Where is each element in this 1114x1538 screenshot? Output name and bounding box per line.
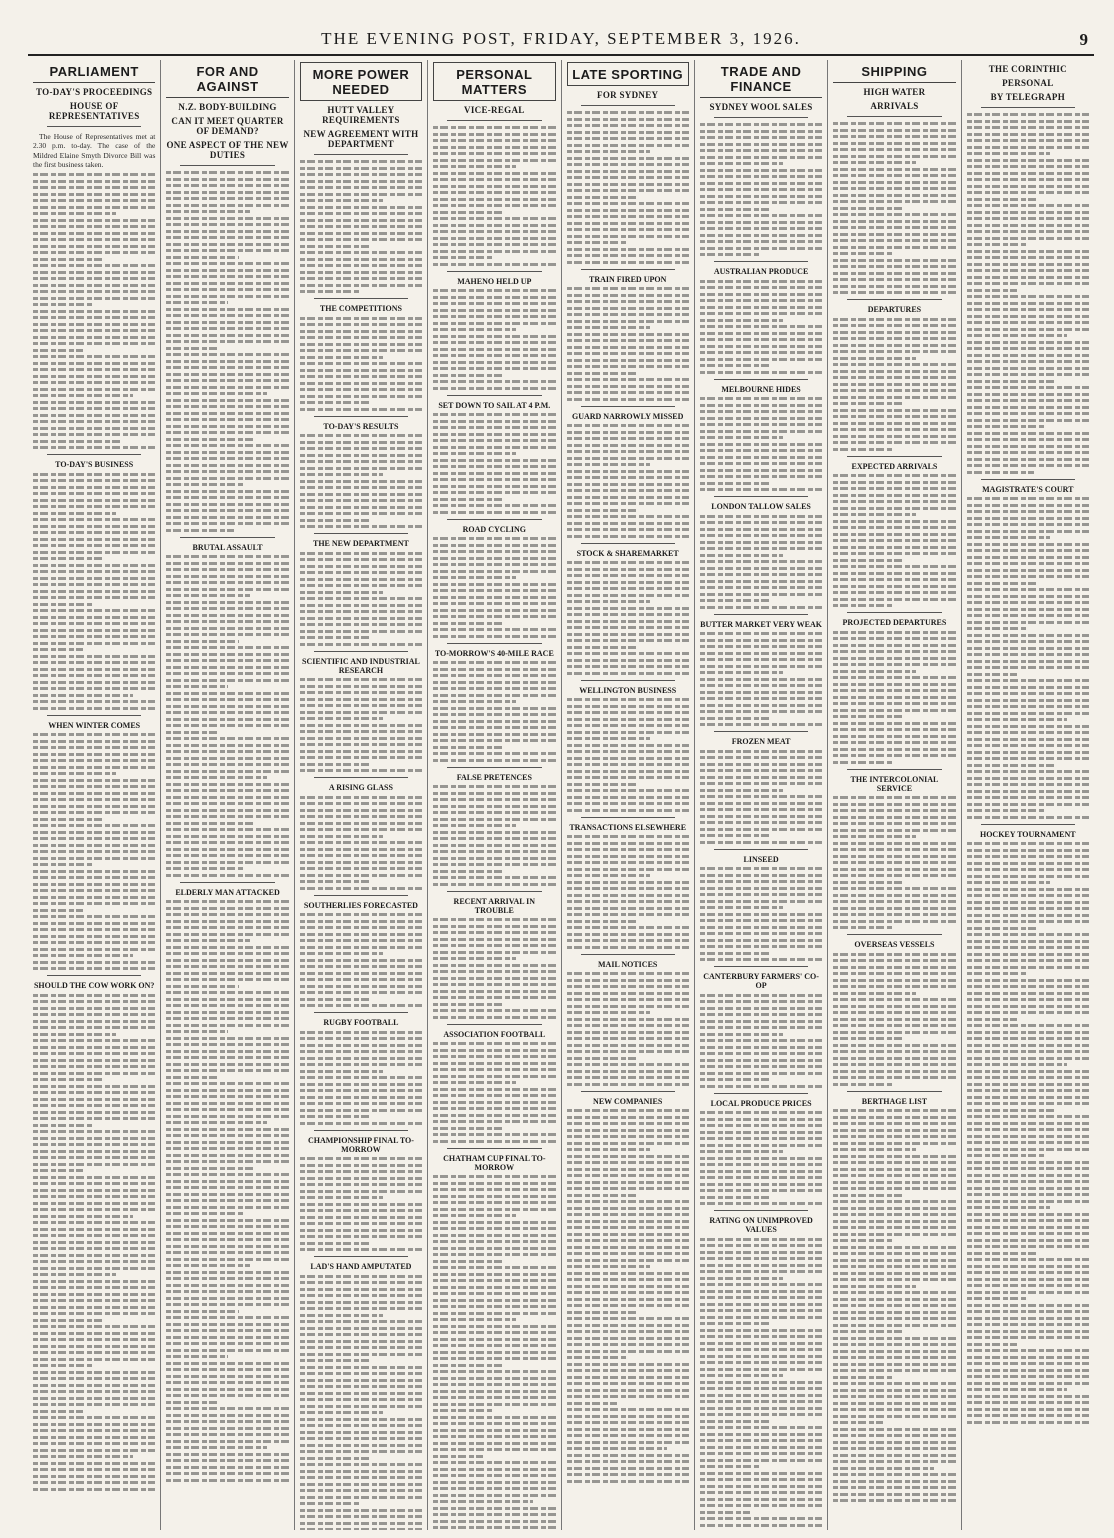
- column-headline: PARLIAMENT: [33, 60, 155, 83]
- section-heading: MAIL NOTICES: [598, 959, 658, 969]
- lead-paragraph: The House of Representatives met at 2.30 p.m. to-day. The case of the Mildred Elaine Smyth Divorce Bill was the first business taken.: [33, 132, 156, 170]
- body-text: [300, 678, 422, 772]
- body-text: [567, 1109, 689, 1223]
- subheading: HIGH WATER: [863, 87, 926, 97]
- section-heading: BUTTER MARKET VERY WEAK: [700, 619, 822, 629]
- body-text: [700, 515, 822, 609]
- body-text: [567, 424, 689, 538]
- section-heading: LOCAL PRODUCE PRICES: [710, 1098, 812, 1108]
- section-heading: STOCK & SHAREMARKET: [576, 548, 679, 558]
- body-text: [433, 126, 555, 266]
- section-heading: MELBOURNE HIDES: [721, 384, 801, 394]
- section-heading: TO-DAY'S RESULTS: [323, 421, 399, 431]
- body-text: [833, 631, 955, 764]
- body-text: [833, 122, 955, 294]
- body-text: [700, 867, 822, 961]
- body-text: [33, 1234, 155, 1491]
- body-text: [33, 473, 155, 710]
- body-text: [33, 733, 155, 970]
- body-text: [300, 1157, 422, 1251]
- section-heading: THE COMPETITIONS: [319, 304, 402, 313]
- column-headline: TRADE AND FINANCE: [700, 60, 822, 98]
- section-heading: THE NEW DEPARTMENT: [312, 539, 409, 548]
- section-heading: PROJECTED DEPARTURES: [842, 618, 947, 627]
- section-heading: FROZEN MEAT: [731, 737, 791, 746]
- page-number: 9: [1079, 30, 1088, 49]
- subheading: TO-DAY'S PROCEEDINGS: [36, 87, 153, 97]
- section-heading: TRAIN FIRED UPON: [589, 274, 667, 284]
- section-heading: CHAMPIONSHIP FINAL TO-MORROW: [307, 1135, 414, 1154]
- body-text: [433, 537, 555, 638]
- subheading: HOUSE OF REPRESENTATIVES: [48, 101, 140, 121]
- section-heading: THE INTERCOLONIAL SERVICE: [850, 774, 939, 793]
- section-heading: RECENT ARRIVAL IN TROUBLE: [453, 896, 536, 915]
- section-heading: AUSTRALIAN PRODUCE: [713, 267, 809, 276]
- body-text: [700, 1335, 822, 1530]
- body-text: [166, 1225, 288, 1482]
- body-text: [833, 318, 955, 451]
- section-heading: ASSOCIATION FOOTBALL: [443, 1029, 546, 1039]
- subheading: ARRIVALS: [870, 101, 919, 111]
- subheading: PERSONAL: [1002, 78, 1054, 88]
- body-text: [300, 1031, 422, 1125]
- body-text: [166, 555, 288, 877]
- body-text: [967, 1167, 1089, 1424]
- section-heading: MAGISTRATE'S COURT: [982, 484, 1074, 494]
- body-text: [567, 698, 689, 812]
- body-text: [833, 796, 955, 929]
- section-heading: EXPECTED ARRIVALS: [851, 461, 938, 471]
- section-heading: BRUTAL ASSAULT: [192, 542, 263, 552]
- subheading: ONE ASPECT OF THE NEW DUTIES: [166, 140, 289, 160]
- body-text: [700, 397, 822, 491]
- body-text: [567, 972, 689, 1086]
- masthead: [28, 24, 1094, 56]
- body-text: [567, 561, 689, 675]
- column: [428, 60, 561, 1530]
- section-heading: FALSE PRETENCES: [456, 772, 532, 782]
- body-text: [567, 111, 689, 264]
- body-text: [300, 160, 422, 293]
- body-text: [433, 1175, 555, 1276]
- section-heading: ROAD CYCLING: [462, 524, 526, 534]
- body-text: [166, 171, 288, 532]
- body-text: [567, 835, 689, 949]
- body-text: [300, 317, 422, 411]
- body-text: [300, 1275, 422, 1369]
- section-heading: LINSEED: [743, 854, 779, 864]
- body-text: [33, 173, 155, 449]
- body-text: [433, 918, 555, 1019]
- section-heading: TRANSACTIONS ELSEWHERE: [569, 822, 687, 832]
- body-text: [967, 113, 1089, 474]
- subheading: N.Z. BODY-BUILDING: [178, 102, 277, 112]
- columns: [28, 60, 1094, 1530]
- section-heading: TO-DAY'S BUSINESS: [55, 460, 134, 470]
- body-text: [166, 900, 288, 1222]
- section-heading: HOCKEY TOURNAMENT: [979, 829, 1076, 839]
- section-heading: SOUTHERLIES FORECASTED: [303, 900, 418, 910]
- section-heading: OVERSEAS VESSELS: [854, 940, 935, 949]
- column-headline: MORE POWER NEEDED: [300, 62, 422, 101]
- body-text: [300, 434, 422, 528]
- section-heading: TO-MORROW'S 40-MILE RACE: [434, 648, 554, 658]
- section-heading: ELDERLY MAN ATTACKED: [175, 887, 280, 897]
- body-text: [833, 953, 955, 1086]
- column: [695, 60, 828, 1530]
- body-text: [567, 1226, 689, 1483]
- column-headline: PERSONAL MATTERS: [433, 62, 555, 101]
- body-text: [433, 289, 555, 390]
- body-text: [700, 1238, 822, 1332]
- body-text: [700, 280, 822, 374]
- subheading: NEW AGREEMENT WITH DEPARTMENT: [303, 129, 419, 149]
- subheading: BY TELEGRAPH: [990, 92, 1065, 102]
- column-headline: LATE SPORTING: [567, 62, 689, 86]
- body-text: [700, 632, 822, 726]
- section-heading: LAD'S HAND AMPUTATED: [310, 1262, 412, 1271]
- section-heading: DEPARTURES: [867, 305, 922, 314]
- subheading: FOR SYDNEY: [597, 90, 659, 100]
- section-heading: SET DOWN TO SAIL AT 4 P.M.: [438, 400, 551, 410]
- subheading: HUTT VALLEY REQUIREMENTS: [322, 105, 400, 125]
- column-headline: FOR AND AGAINST: [166, 60, 288, 98]
- body-text: [833, 474, 955, 607]
- section-heading: WHEN WINTER COMES: [48, 720, 141, 730]
- column: [295, 60, 428, 1530]
- body-text: [300, 1372, 422, 1530]
- section-heading: RUGBY FOOTBALL: [323, 1018, 399, 1027]
- section-heading: GUARD NARROWLY MISSED: [571, 411, 684, 421]
- column: [28, 60, 161, 1530]
- body-text: [967, 842, 1089, 1164]
- subheading: SYDNEY WOOL SALES: [709, 102, 813, 112]
- body-text: [833, 1109, 955, 1242]
- body-text: [567, 287, 689, 401]
- body-text: [300, 796, 422, 890]
- subheading: THE CORINTHIC: [988, 64, 1067, 74]
- body-text: [300, 552, 422, 646]
- body-text: [33, 994, 155, 1231]
- section-heading: MAHENO HELD UP: [457, 276, 532, 286]
- section-heading: CANTERBURY FARMERS' CO-OP: [703, 972, 819, 990]
- body-text: [433, 661, 555, 762]
- section-heading: SCIENTIFIC AND INDUSTRIAL RESEARCH: [302, 656, 420, 675]
- body-text: [700, 750, 822, 844]
- section-heading: CHATHAM CUP FINAL TO-MORROW: [443, 1153, 546, 1172]
- body-text: [700, 994, 822, 1088]
- body-text: [433, 413, 555, 514]
- subheading: VICE-REGAL: [464, 105, 525, 115]
- body-text: [433, 785, 555, 886]
- body-text: [833, 1246, 955, 1503]
- body-text: [433, 1042, 555, 1143]
- column: [828, 60, 961, 1530]
- column: [962, 60, 1094, 1530]
- body-text: [700, 1111, 822, 1205]
- column: [161, 60, 294, 1530]
- body-text: [433, 1279, 555, 1530]
- section-heading: NEW COMPANIES: [593, 1096, 663, 1106]
- masthead-title: THE EVENING POST, FRIDAY, SEPTEMBER 3, 1926.: [321, 29, 801, 48]
- column-headline: SHIPPING: [833, 60, 955, 83]
- body-text: [700, 123, 822, 256]
- section-heading: A RISING GLASS: [328, 783, 393, 792]
- section-heading: RATING ON UNIMPROVED VALUES: [709, 1216, 813, 1234]
- section-heading: WELLINGTON BUSINESS: [579, 685, 677, 695]
- section-heading: LONDON TALLOW SALES: [711, 502, 811, 511]
- column: [562, 60, 695, 1530]
- section-heading: BERTHAGE LIST: [861, 1096, 928, 1106]
- body-text: [967, 497, 1089, 819]
- section-heading: SHOULD THE COW WORK ON?: [33, 981, 155, 991]
- subheading: CAN IT MEET QUARTER OF DEMAND?: [171, 116, 284, 136]
- body-text: [300, 913, 422, 1007]
